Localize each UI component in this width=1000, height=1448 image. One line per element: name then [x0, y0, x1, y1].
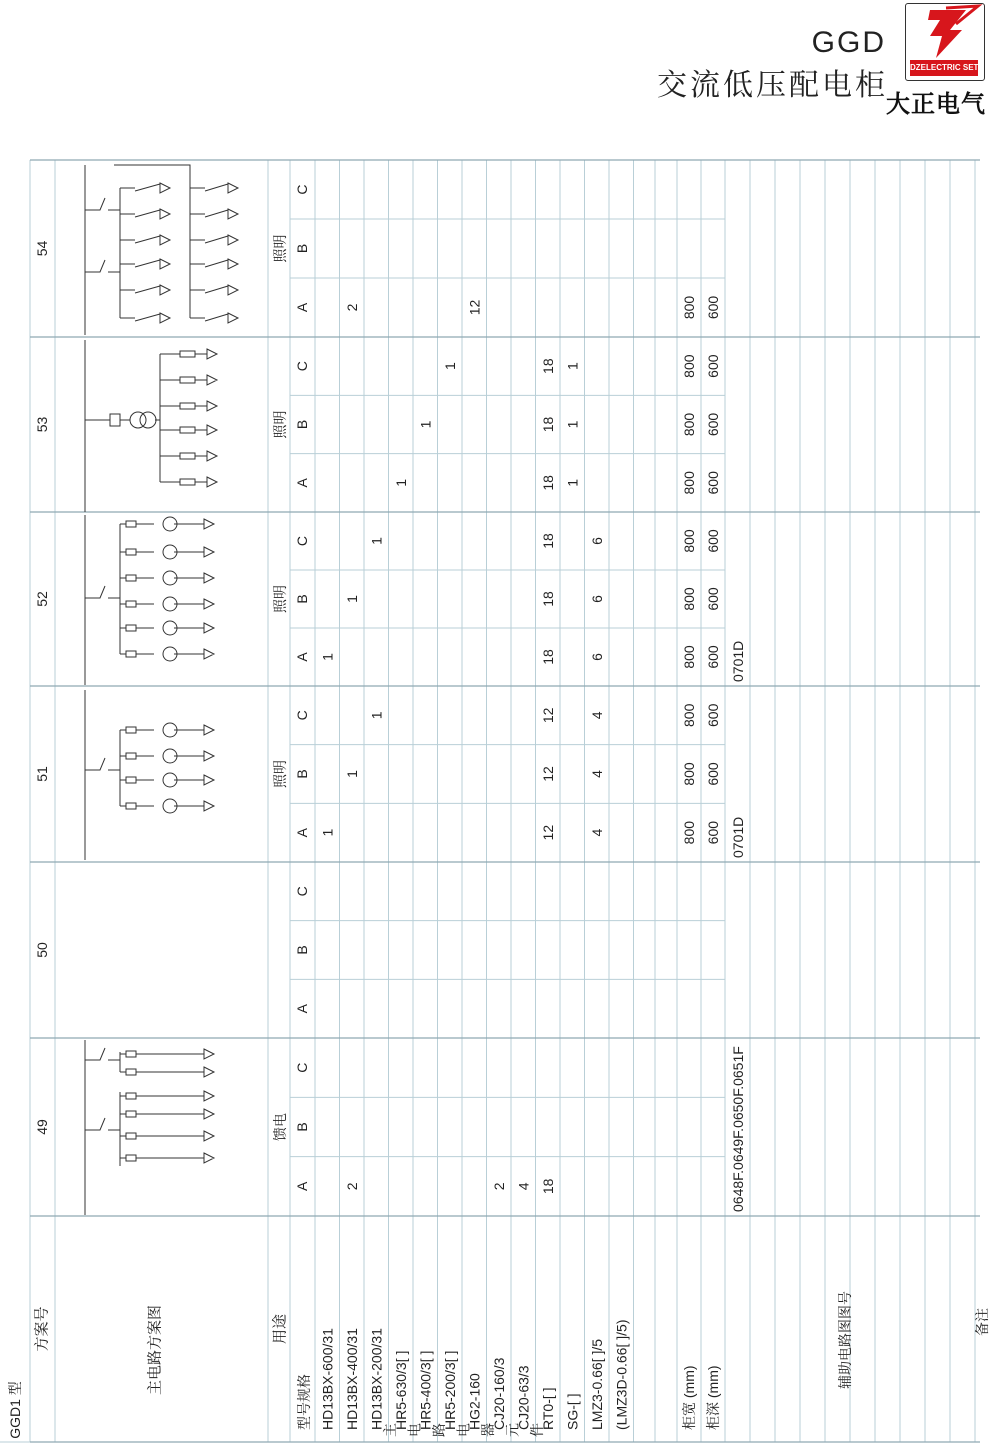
- cabinet-width: 800: [681, 412, 697, 437]
- component-qty: 18: [539, 358, 556, 374]
- component-qty: 2: [343, 303, 360, 312]
- phase-label: C: [294, 886, 310, 897]
- component-qty: 4: [588, 770, 605, 778]
- phase-label: C: [294, 184, 310, 195]
- cabinet-depth: 600: [705, 354, 721, 378]
- brand-name: 大正电气: [886, 91, 986, 118]
- cabinet-depth: 600: [705, 529, 721, 553]
- component-qty: 18: [539, 533, 556, 549]
- cabinet-depth: 600: [705, 412, 721, 437]
- model-label: GGD: [811, 26, 886, 59]
- scheme-usage: 照明: [272, 234, 288, 263]
- scheme-usage: 照明: [272, 760, 288, 788]
- component-qty: 12: [539, 824, 556, 841]
- phase-label: B: [294, 1122, 310, 1132]
- lighting-circuit-51: [85, 690, 214, 860]
- component-qty: 6: [588, 653, 605, 661]
- phase-label: C: [294, 535, 310, 547]
- cabinet-width: 800: [681, 529, 697, 553]
- component-qty: 2: [343, 1182, 360, 1191]
- table-grid: [0, 160, 980, 1442]
- group-label-char: 电: [455, 1423, 472, 1437]
- transformer-symbol: [130, 412, 146, 428]
- feeder-circuit-49: [85, 1040, 214, 1215]
- phase-label: B: [294, 243, 310, 254]
- lighting-circuit-52: [85, 515, 214, 685]
- group-label-char: 电: [406, 1423, 423, 1437]
- scheme-number: 52: [34, 591, 50, 607]
- cabinet-depth: 600: [705, 820, 721, 845]
- phase-label: B: [294, 594, 310, 604]
- cabinet-depth: 600: [705, 762, 721, 786]
- scheme-number: 50: [34, 942, 50, 958]
- component-qty: 1: [368, 711, 385, 720]
- phase-label: B: [294, 769, 310, 779]
- group-label-char: 主: [382, 1423, 398, 1437]
- phase-label: A: [294, 302, 310, 313]
- aux-drawing-no: 0701D: [730, 640, 746, 682]
- component-qty: 18: [539, 591, 556, 607]
- cabinet-width: 800: [681, 762, 697, 786]
- component-label: HD13BX-200/31: [368, 1328, 385, 1430]
- phase-label: A: [294, 827, 310, 838]
- scheme-usage: 照明: [272, 585, 288, 613]
- component-qty: 18: [539, 649, 556, 665]
- component-qty: 4: [588, 711, 605, 720]
- component-qty: 6: [588, 595, 605, 603]
- logo-text: DZELECTRIC SET: [910, 60, 978, 76]
- component-qty: 1: [564, 362, 581, 371]
- component-label: HD13BX-600/31: [319, 1328, 336, 1430]
- scheme-usage: 馈电: [272, 1113, 288, 1141]
- component-qty: 18: [539, 1178, 556, 1195]
- cabinet-depth: 600: [705, 587, 721, 611]
- phase-label: A: [294, 1181, 310, 1192]
- aux-drawing-no: 0701D: [730, 816, 746, 858]
- component-qty: 1: [392, 478, 409, 487]
- component-label: LMZ3-0.66[ ]/5: [588, 1338, 605, 1430]
- phase-label: B: [294, 945, 310, 955]
- component-qty: 1: [417, 420, 434, 429]
- component-label: (LMZ3D-0.66[ ]/5): [613, 1319, 630, 1430]
- spec-label: 型号规格: [296, 1374, 312, 1430]
- component-qty: 12: [466, 299, 483, 316]
- usage-label: 用途: [271, 1313, 289, 1345]
- component-qty: 12: [539, 766, 556, 782]
- component-qty: 1: [564, 420, 581, 429]
- group-label-char: 件: [529, 1423, 545, 1437]
- depth-label: 柜深 (mm): [705, 1365, 721, 1430]
- phase-label: A: [294, 1003, 310, 1014]
- component-qty: 1: [564, 478, 581, 487]
- component-qty: 1: [343, 770, 360, 778]
- cabinet-depth: 600: [705, 703, 721, 728]
- component-label: SG-[ ]: [564, 1393, 581, 1430]
- component-label: HG2-160: [466, 1373, 483, 1430]
- scheme-no-label: 方案号: [33, 1306, 51, 1352]
- component-label: CJ20-160/3: [490, 1357, 507, 1430]
- group-label-char: 元: [504, 1423, 521, 1437]
- table-text: [7, 184, 990, 1438]
- component-qty: 1: [343, 595, 360, 603]
- component-label: HR5-200/3[ ]: [441, 1350, 458, 1430]
- component-qty: 1: [319, 828, 336, 837]
- component-qty: 18: [539, 475, 556, 491]
- aux-label: 辅助电路图图号: [837, 1291, 853, 1389]
- component-qty: 2: [490, 1182, 507, 1191]
- cabinet-width: 800: [681, 354, 697, 378]
- phase-label: C: [294, 361, 310, 372]
- cabinet-depth: 600: [705, 295, 721, 320]
- scheme-usage: 照明: [272, 410, 288, 439]
- transformer-symbol: [140, 412, 156, 428]
- component-qty: 4: [588, 828, 605, 837]
- lighting-circuit-53: [85, 340, 217, 512]
- component-qty: 4: [515, 1182, 532, 1191]
- component-qty: 1: [441, 362, 458, 371]
- component-qty: 18: [539, 416, 556, 433]
- group-label-char: 路: [431, 1423, 447, 1437]
- cabinet-width: 800: [681, 587, 697, 611]
- group-label-char: 器: [480, 1423, 496, 1437]
- cabinet-width: 800: [681, 820, 697, 845]
- lighting-circuit-54: [85, 165, 238, 335]
- cabinet-width: 800: [681, 703, 697, 728]
- phase-label: C: [294, 1062, 310, 1073]
- component-label: HD13BX-400/31: [343, 1328, 360, 1430]
- scheme-number: 51: [34, 766, 50, 782]
- width-label: 柜宽 (mm): [681, 1365, 697, 1430]
- cabinet-depth: 600: [705, 471, 721, 495]
- component-qty: 1: [368, 537, 385, 545]
- component-qty: 12: [539, 707, 556, 724]
- type-label: GGD1 型: [7, 1381, 23, 1439]
- component-qty: 1: [319, 653, 336, 661]
- component-label: HR5-630/3[ ]: [392, 1350, 409, 1430]
- scheme-number: 54: [34, 240, 50, 257]
- page-title: 交流低压配电柜: [657, 69, 888, 102]
- component-label: HR5-400/3[ ]: [417, 1350, 434, 1430]
- phase-label: B: [294, 419, 310, 430]
- component-label: CJ20-63/3: [515, 1365, 532, 1430]
- phase-label: A: [294, 478, 310, 488]
- component-label: RT0-[ ]: [539, 1387, 556, 1430]
- phase-label: C: [294, 710, 310, 721]
- circuit-diagrams: [85, 165, 238, 1215]
- phase-label: A: [294, 652, 310, 662]
- scheme-number: 49: [34, 1119, 50, 1135]
- remarks-label: 备注: [974, 1308, 990, 1336]
- cabinet-width: 800: [681, 295, 697, 320]
- cabinet-width: 800: [681, 645, 697, 669]
- diagram-label: 主电路方案图: [146, 1304, 164, 1396]
- cabinet-depth: 600: [705, 645, 721, 669]
- aux-drawing-no: 0648F.0649F.0650F.0651F: [730, 1046, 746, 1212]
- component-qty: 6: [588, 537, 605, 545]
- scheme-number: 53: [34, 416, 50, 433]
- cabinet-width: 800: [681, 471, 697, 495]
